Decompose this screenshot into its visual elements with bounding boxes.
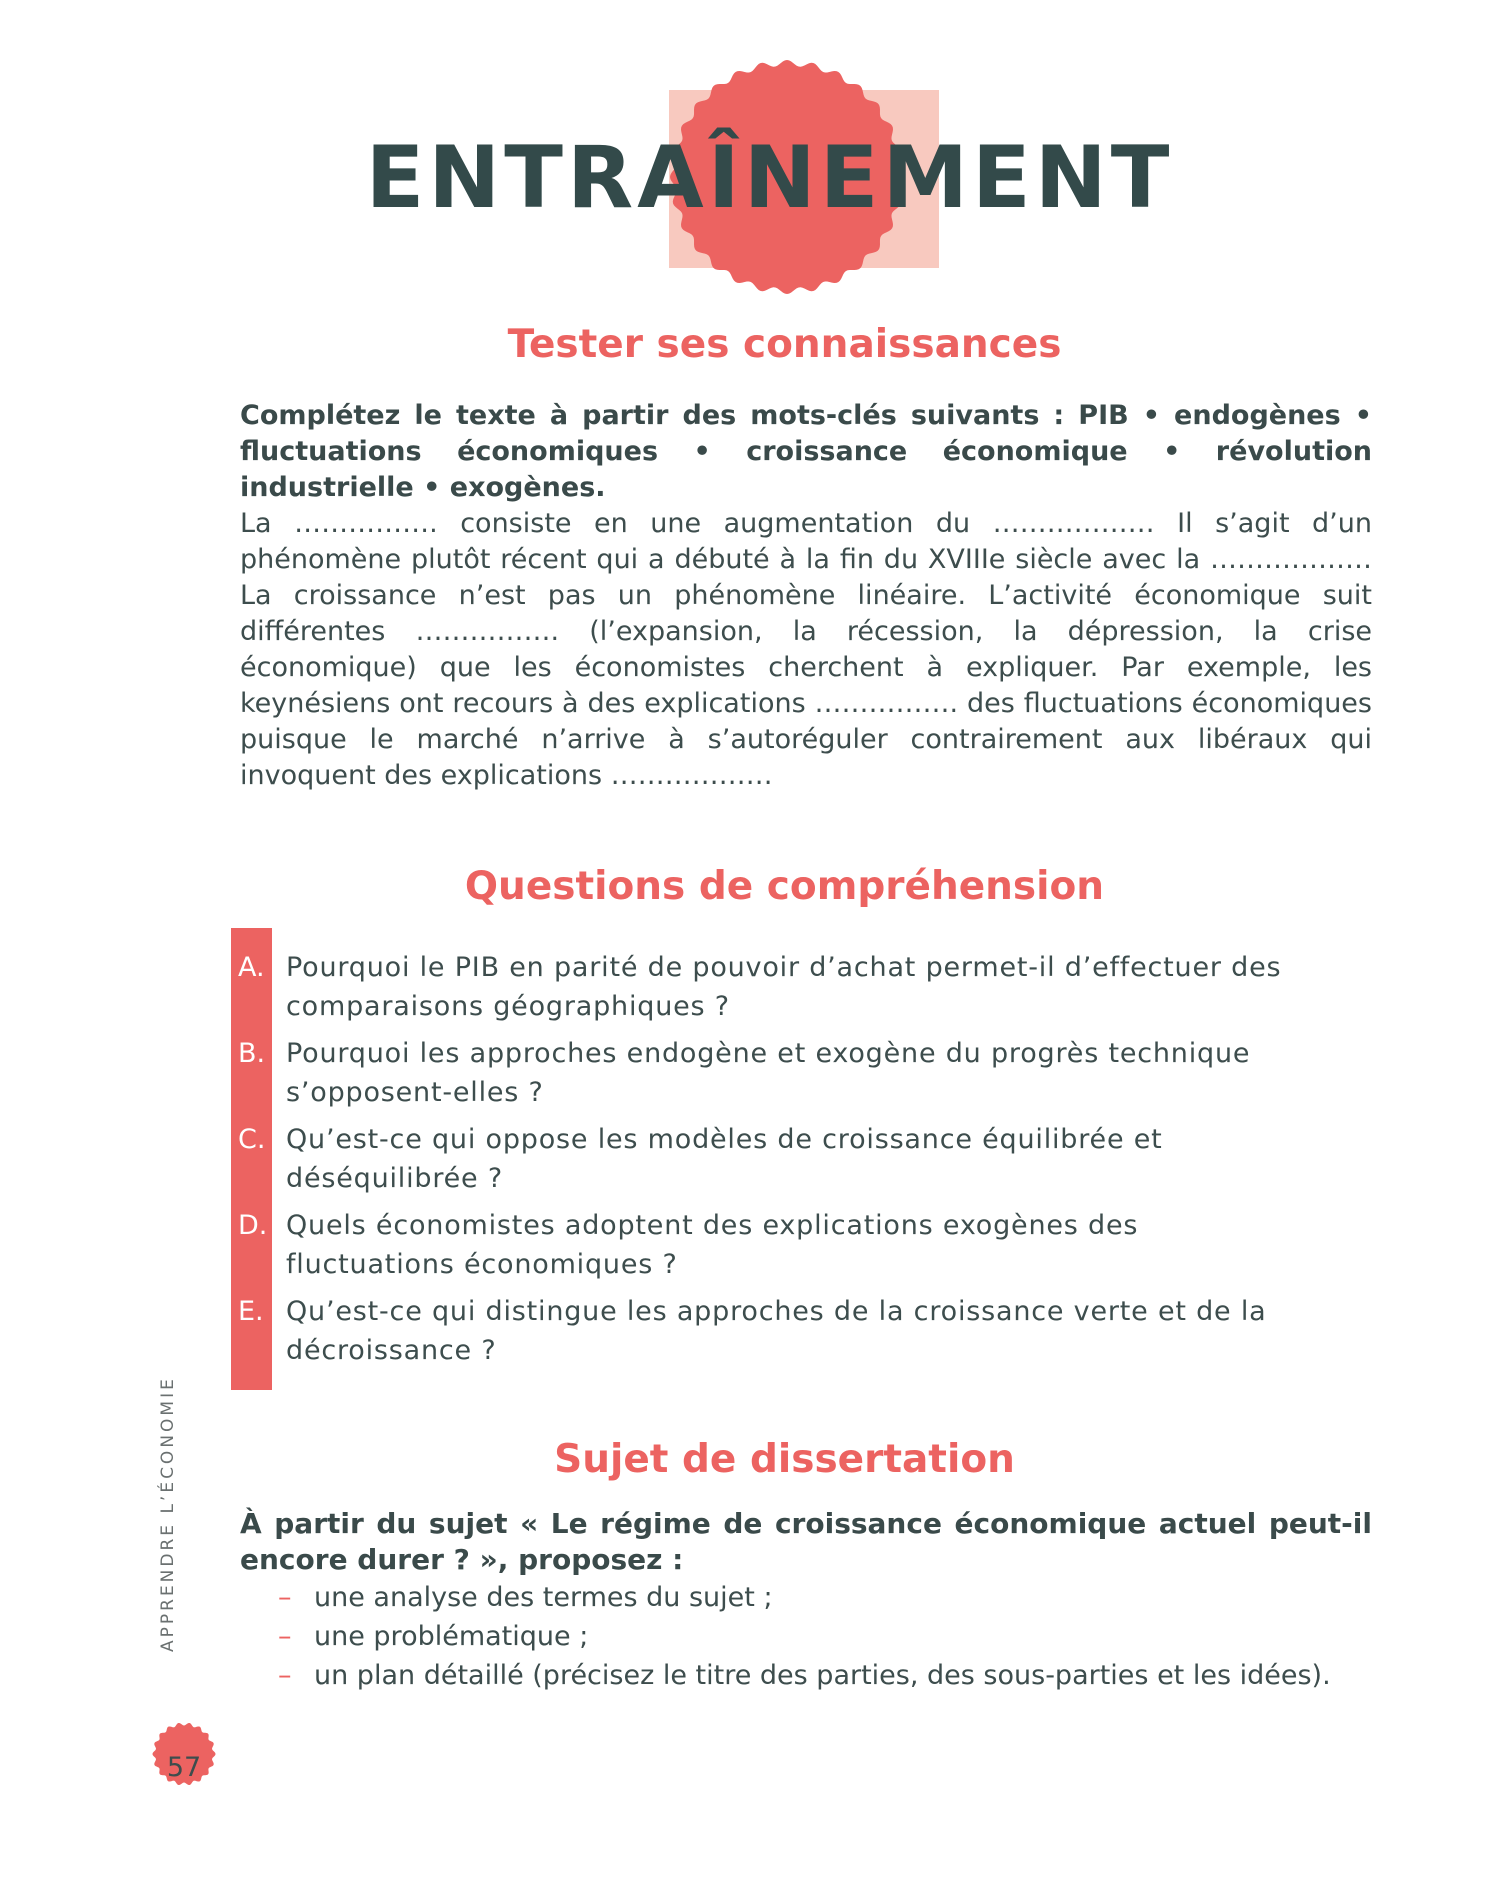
section-heading-sujet: Sujet de dissertation [554,1437,1015,1482]
question-text: Quels économistes adoptent des explications exogènes des fluctuations économiques ? [286,1210,1139,1280]
sujet-item-text: un plan détaillé (précisez le titre des parties, des sous-parties et les idées). [314,1660,1331,1691]
sujet-item-text: une analyse des termes du sujet ; [314,1582,773,1613]
tester-block [240,398,1372,794]
dash-bullet: – [278,1660,292,1691]
tester-paragraph: La ……………. consiste en une augmentation du ……………… Il s’agit d’un phénomène plutôt récent qui a débuté à la fin du XVIIIe siècle avec la ……………… La croissance n’est pas un phénomène linéaire. L’activité économique suit différentes ……………. (l’expansion, la récession, la dépression, la crise économique) que les économistes cherchent à expliquer. Par exemple, les keynésiens ont recours à des explications ……………. des fluctuations économiques puisque le marché n’arrive à s’autoréguler contrairement aux libéraux qui invoquent des explications ……………… [240,508,1372,791]
question-letter: E. [238,1296,264,1327]
question-text: Pourquoi le PIB en parité de pouvoir d’achat permet-il d’effectuer des comparaisons géographiques ? [286,952,1282,1022]
dash-bullet: – [278,1621,292,1652]
question-letter: D. [238,1210,268,1241]
sujet-list-item [240,1656,1372,1695]
question-text: Qu’est-ce qui distingue les approches de la croissance verte et de la décroissance ? [286,1296,1267,1366]
question-item [236,1206,1356,1284]
page-number: 57 [166,1752,202,1783]
section-heading-tester: Tester ses connaissances [507,322,1062,367]
question-text: Qu’est-ce qui oppose les modèles de croissance équilibrée et déséquilibrée ? [286,1124,1163,1194]
question-letter: B. [238,1038,266,1069]
question-letter: A. [238,952,265,983]
sujet-list [240,1578,1372,1695]
sujet-list-item [240,1578,1372,1617]
question-item [236,948,1356,1026]
question-text: Pourquoi les approches endogène et exogène du progrès technique s’opposent-elles ? [286,1038,1251,1108]
question-item [236,1120,1356,1198]
sujet-list-item [240,1617,1372,1656]
tester-instruction: Complétez le texte à partir des mots-clés suivants : PIB • endogènes • fluctuations économiques • croissance économique • révolution industrielle • exogènes. [240,400,1372,503]
dash-bullet: – [278,1582,292,1613]
sujet-item-text: une problématique ; [314,1621,589,1652]
page-title: ENTRAÎNEMENT [365,128,1174,228]
question-item [236,1034,1356,1112]
question-item [236,1292,1356,1370]
question-letter: C. [238,1124,266,1155]
questions-list [236,948,1356,1378]
running-header: APPRENDRE L’ÉCONOMIE [158,1376,178,1652]
sujet-intro: À partir du sujet « Le régime de croissance économique actuel peut-il encore durer ? », proposez : [240,1507,1372,1576]
sujet-block [240,1506,1372,1695]
section-heading-questions: Questions de compréhension [464,864,1105,909]
